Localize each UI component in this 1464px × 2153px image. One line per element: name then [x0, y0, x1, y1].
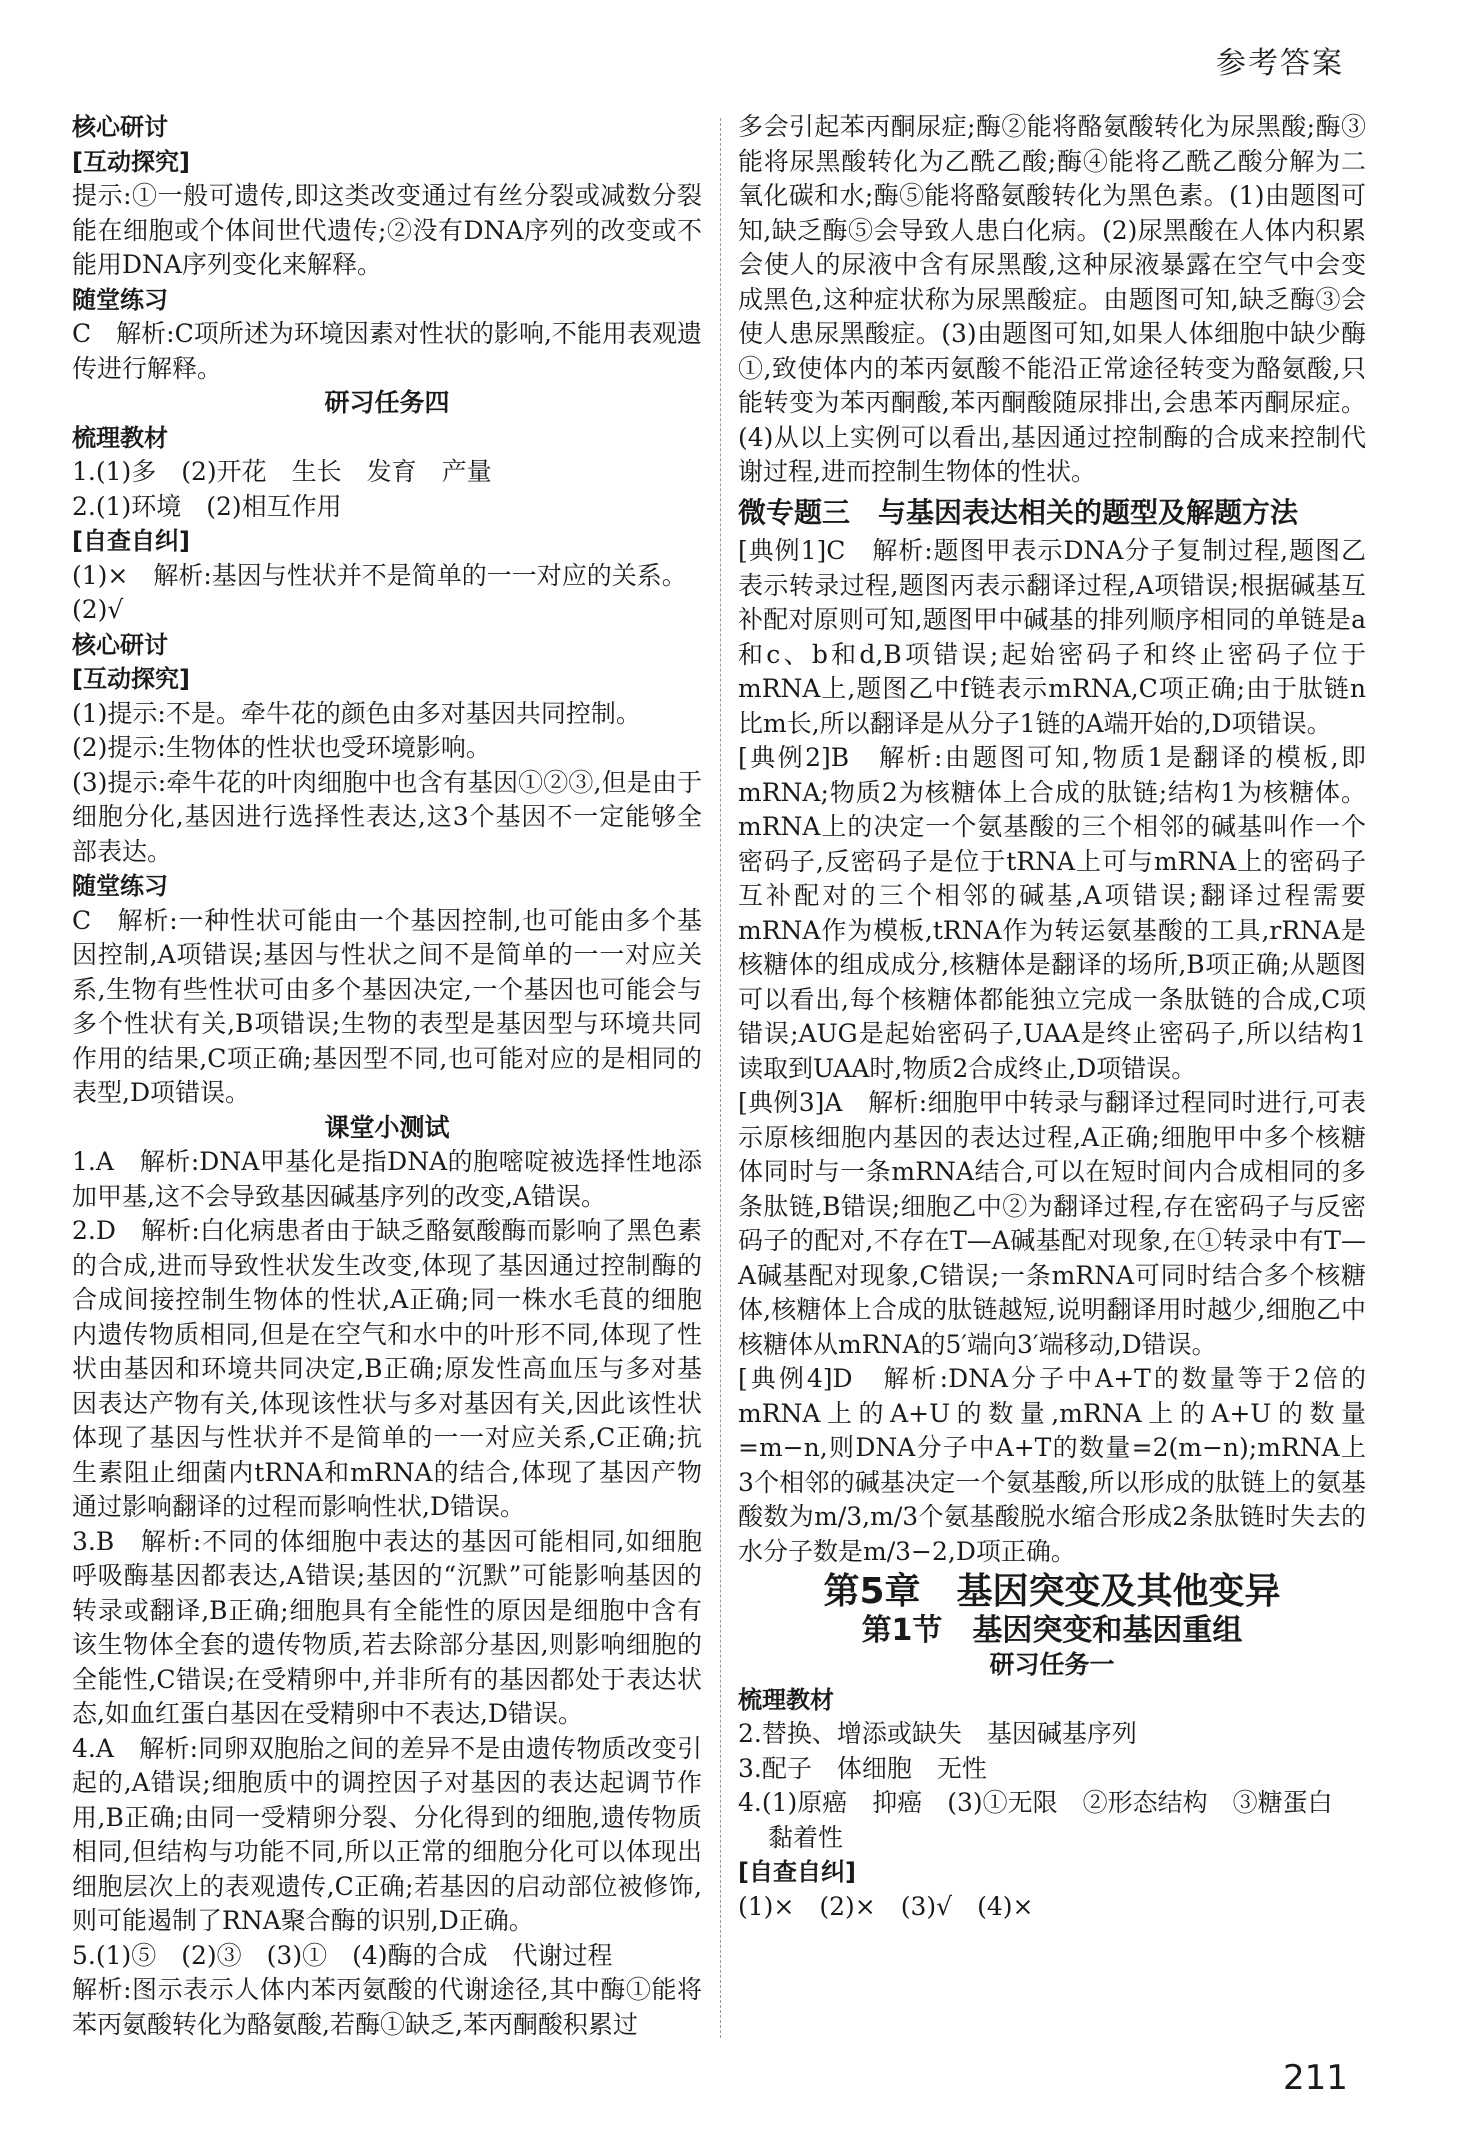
- answer-line: (2)√: [72, 595, 124, 624]
- answer-line: 4.(1)原癌 抑癌 (3)①无限 ②形态结构 ③糖蛋白: [738, 1788, 1333, 1817]
- paragraph: (3)提示:牵牛花的叶肉细胞中也含有基因①②③,但是由于细胞分化,基因进行选择性表达,这3个基因不一定能够全部表达。: [72, 767, 702, 866]
- heading-textbook: 梳理教材: [738, 1685, 834, 1714]
- quiz-answer: 5.(1)⑤ (2)③ (3)① (4)酶的合成 代谢过程: [72, 1940, 613, 1970]
- example-answer: [典例1]C 解析:题图甲表示DNA分子复制过程,题图乙表示转录过程,题图丙表示翻译过程,A项错误;根据碱基互补配对原则可知,题图甲中碱基的排列顺序相同的单链是a和c、b和d,B项错误;起始密码子和终止密码子位于mRNA上,题图乙中f链表示mRNA,C项正确;由于肽链n比m长,所以翻译是从分子1链的A端开始的,D项错误。: [738, 536, 1366, 738]
- page-header: 参考答案: [1216, 46, 1344, 81]
- heading-practice: 随堂练习: [72, 285, 168, 314]
- answer-line: 2.替换、增添或缺失 基因碱基序列: [738, 1719, 1137, 1748]
- topic-title: 微专题三 与基因表达相关的题型及解题方法: [738, 495, 1299, 529]
- heading-core-discussion: 核心研讨: [72, 630, 168, 659]
- heading-self-check: [自查自纠]: [72, 527, 190, 555]
- chapter-title: 第5章 基因突变及其他变异: [823, 1571, 1281, 1612]
- task-title: 研习任务一: [989, 1650, 1115, 1679]
- heading-interactive: [互动探究]: [72, 665, 190, 693]
- section-title: 第1节 基因突变和基因重组: [861, 1612, 1243, 1648]
- answer-line: 2.(1)环境 (2)相互作用: [72, 491, 342, 521]
- paragraph: 多会引起苯丙酮尿症;酶②能将酪氨酸转化为尿黑酸;酶③能将尿黑酸转化为乙酰乙酸;酶④能将乙酰乙酸分解为二氧化碳和水;酶⑤能将酪氨酸转化为黑色素。(1)由题图可知,缺乏酶⑤会导致人患白化病。(2)尿黑酸在人体内积累会使人的尿液中含有尿黑酸,这种尿液暴露在空气中会变成黑色,这种症状称为尿黑酸症。由题图可知,缺乏酶③会使人患尿黑酸症。(3)由题图可知,如果人体细胞中缺少酶①,致使体内的苯丙氨酸不能沿正常途径转变为酪氨酸,只能转变为苯丙酮酸,苯丙酮酸随尿排出,会患苯丙酮尿症。(4)从以上实例可以看出,基因通过控制酶的合成来控制代谢过程,进而控制生物体的性状。: [738, 112, 1366, 486]
- example-answer: [典例3]A 解析:细胞甲中转录与翻译过程同时进行,可表示原核细胞内基因的表达过程,A正确;细胞甲中多个核糖体同时与一条mRNA结合,可以在短时间内合成相同的多条肽链,B错误;细胞乙中②为翻译过程,存在密码子与反密码子的配对,不存在T—A碱基配对现象,在①转录中有T—A碱基配对现象,C错误;一条mRNA可同时结合多个核糖体,核糖体上合成的肽链越短,说明翻译用时越少,细胞乙中核糖体从mRNA的5′端向3′端移动,D错误。: [738, 1088, 1366, 1359]
- quiz-answer: 3.B 解析:不同的体细胞中表达的基因可能相同,如细胞呼吸酶基因都表达,A错误;基因的“沉默”可能影响基因的转录或翻译,B正确;细胞具有全能性的原因是细胞中含有该生物体全套的遗传物质,若去除部分基因,则影响细胞的全能性,C错误;在受精卵中,并非所有的基因都处于表达状态,如血红蛋白基因在受精卵中不表达,D错误。: [72, 1526, 702, 1728]
- heading-self-check: [自查自纠]: [738, 1858, 856, 1886]
- paragraph: C 解析:一种性状可能由一个基因控制,也可能由多个基因控制,A项错误;基因与性状之间不是简单的一一对应关系,生物有些性状可由多个基因决定,一个基因也可能会与多个性状有关,B项错误;生物的表型是基因型与环境共同作用的结果,C项正确;基因型不同,也可能对应的是相同的表型,D项错误。: [72, 905, 702, 1107]
- page-number: 211: [1283, 2058, 1348, 2098]
- right-column: [738, 110, 1366, 1924]
- answer-line: 3.配子 体细胞 无性: [738, 1753, 987, 1783]
- heading-core-discussion: 核心研讨: [72, 113, 168, 141]
- left-column: [72, 110, 702, 2042]
- quiz-answer: 2.D 解析:白化病患者由于缺乏酪氨酸酶而影响了黑色素的合成,进而导致性状发生改变,体现了基因通过控制酶的合成间接控制生物体的性状,A正确;同一株水毛茛的细胞内遗传物质相同,但是在空气和水中的叶形不同,体现了性状由基因和环境共同决定,B正确;原发性高血压与多对基因表达产物有关,体现该性状与多对基因有关,因此该性状体现了基因与性状并不是简单的一一对应关系,C正确;抗生素阻止细菌内tRNA和mRNA的结合,体现了基因产物通过影响翻译的过程而影响性状,D错误。: [72, 1216, 702, 1521]
- heading-practice: 随堂练习: [72, 872, 168, 900]
- quiz-answer: 1.A 解析:DNA甲基化是指DNA的胞嘧啶被选择性地添加甲基,这不会导致基因碱基序列的改变,A错误。: [72, 1147, 702, 1211]
- example-answer: [典例4]D 解析:DNA分子中A+T的数量等于2倍的mRNA上的A+U的数量,mRNA上的A+U的数量=m−n,则DNA分子中A+T的数量=2(m−n);mRNA上3个相邻的碱基决定一个氨基酸,所以形成的肽链上的氨基酸数为m/3,m/3个氨基酸脱水缩合形成2条肽链时失去的水分子数是m/3−2,D项正确。: [738, 1364, 1366, 1566]
- paragraph: C 解析:C项所述为环境因素对性状的影响,不能用表观遗传进行解释。: [72, 319, 702, 383]
- answer-line: (1)× (2)× (3)√ (4)×: [738, 1891, 1034, 1921]
- answer-line: 1.(1)多 (2)开花 生长 发育 产量: [72, 457, 492, 486]
- quiz-answer: 4.A 解析:同卵双胞胎之间的差异不是由遗传物质改变引起的,A错误;细胞质中的调控因子对基因的表达起调节作用,B正确;由同一受精卵分裂、分化得到的细胞,遗传物质相同,但结构与功能不同,所以正常的细胞分化可以体现出细胞层次上的表观遗传,C正确;若基因的启动部位被修饰,则可能遏制了RNA聚合酶的识别,D正确。: [72, 1733, 702, 1935]
- answer-line: 黏着性: [768, 1822, 844, 1852]
- answer-line: (1)× 解析:基因与性状并不是简单的一一对应的关系。: [72, 560, 687, 590]
- quiz-title: 课堂小测试: [324, 1112, 450, 1142]
- task-title: 研习任务四: [324, 388, 450, 417]
- quiz-answer: 解析:图示表示人体内苯丙氨酸的代谢途径,其中酶①能将苯丙氨酸转化为酪氨酸,若酶①缺乏,苯丙酮酸积累过: [72, 1975, 702, 2039]
- column-divider: [720, 118, 721, 2038]
- heading-textbook: 梳理教材: [72, 423, 168, 452]
- example-answer: [典例2]B 解析:由题图可知,物质1是翻译的模板,即mRNA;物质2为核糖体上合成的肽链;结构1为核糖体。mRNA上的决定一个氨基酸的三个相邻的碱基叫作一个密码子,反密码子是位于tRNA上可与mRNA上的密码子互补配对的三个相邻的碱基,A项错误;翻译过程需要mRNA作为模板,tRNA作为转运氨基酸的工具,rRNA是核糖体的组成成分,核糖体是翻译的场所,B项正确;从题图可以看出,每个核糖体都能独立完成一条肽链的合成,C项错误;AUG是起始密码子,UAA是终止密码子,所以结构1读取到UAA时,物质2合成终止,D项错误。: [738, 743, 1366, 1083]
- heading-interactive: [互动探究]: [72, 147, 190, 176]
- paragraph: (1)提示:不是。牵牛花的颜色由多对基因共同控制。: [72, 698, 641, 728]
- paragraph: (2)提示:生物体的性状也受环境影响。: [72, 733, 491, 762]
- paragraph: 提示:①一般可遗传,即这类改变通过有丝分裂或减数分裂能在细胞或个体间世代遗传;②没有DNA序列的改变或不能用DNA序列变化来解释。: [72, 181, 702, 279]
